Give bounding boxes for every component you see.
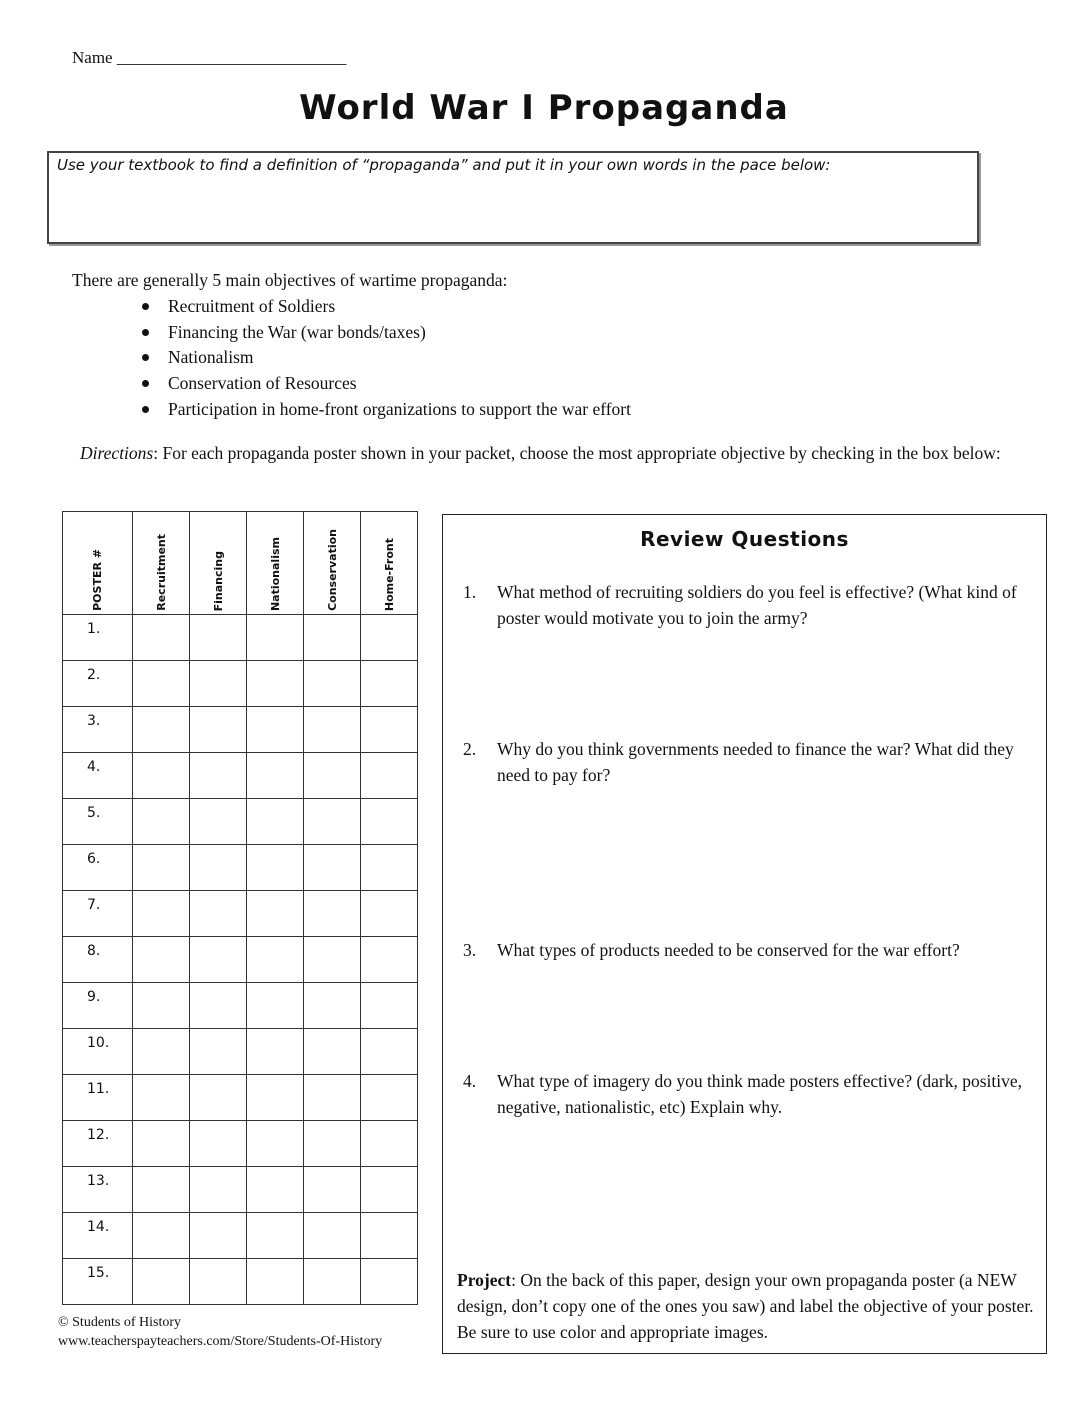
checkbox-cell-financing[interactable] <box>190 661 247 707</box>
checkbox-cell-conservation[interactable] <box>304 1167 361 1213</box>
table-row <box>63 983 418 1029</box>
header-home-front: Home-Front <box>361 512 418 615</box>
poster-number-cell: 13. <box>63 1167 133 1213</box>
question-2 <box>463 736 1023 788</box>
checkbox-cell-nationalism[interactable] <box>247 615 304 661</box>
checkbox-cell-conservation[interactable] <box>304 661 361 707</box>
checkbox-cell-home-front[interactable] <box>361 845 418 891</box>
poster-number-cell: 11. <box>63 1075 133 1121</box>
checkbox-cell-conservation[interactable] <box>304 1075 361 1121</box>
checkbox-cell-conservation[interactable] <box>304 1213 361 1259</box>
name-field-label[interactable]: Name ___________________________ <box>72 48 347 67</box>
checkbox-cell-financing[interactable] <box>190 1029 247 1075</box>
checkbox-cell-recruitment[interactable] <box>133 615 190 661</box>
checkbox-cell-recruitment[interactable] <box>133 891 190 937</box>
checkbox-cell-recruitment[interactable] <box>133 661 190 707</box>
poster-number-cell: 4. <box>63 753 133 799</box>
table-row <box>63 1167 418 1213</box>
checkbox-cell-conservation[interactable] <box>304 891 361 937</box>
checkbox-cell-nationalism[interactable] <box>247 891 304 937</box>
list-item: Recruitment of Soldiers <box>140 294 631 320</box>
checkbox-cell-recruitment[interactable] <box>133 1029 190 1075</box>
review-title: Review Questions <box>640 527 849 551</box>
project-text: : On the back of this paper, design your own propaganda poster (a NEW design, don’t copy one of the ones you saw) and label the objective of your poster. Be sure to use color and appropriate images. <box>457 1270 1034 1342</box>
question-text: What types of products needed to be conserved for the war effort? <box>497 940 960 960</box>
header-poster-number: POSTER # <box>63 512 133 615</box>
question-text: Why do you think governments needed to finance the war? What did they need to pay for? <box>497 739 1014 785</box>
checkbox-cell-home-front[interactable] <box>361 753 418 799</box>
checkbox-cell-recruitment[interactable] <box>133 1075 190 1121</box>
checkbox-cell-nationalism[interactable] <box>247 937 304 983</box>
checkbox-cell-recruitment[interactable] <box>133 1259 190 1305</box>
list-item: Conservation of Resources <box>140 371 631 397</box>
checkbox-cell-recruitment[interactable] <box>133 753 190 799</box>
store-url[interactable]: www.teacherspayteachers.com/Store/Students-Of-History <box>58 1334 383 1349</box>
checkbox-cell-recruitment[interactable] <box>133 845 190 891</box>
poster-number-cell: 9. <box>63 983 133 1029</box>
list-item: Financing the War (war bonds/taxes) <box>140 320 631 346</box>
checkbox-cell-nationalism[interactable] <box>247 1259 304 1305</box>
list-item: Participation in home-front organizations to support the war effort <box>140 397 631 423</box>
checkbox-cell-financing[interactable] <box>190 753 247 799</box>
checkbox-cell-home-front[interactable] <box>361 799 418 845</box>
checkbox-cell-financing[interactable] <box>190 983 247 1029</box>
directions-label: Directions <box>80 443 154 463</box>
table-row <box>63 937 418 983</box>
checkbox-cell-recruitment[interactable] <box>133 799 190 845</box>
checkbox-cell-financing[interactable] <box>190 615 247 661</box>
question-number: 2. <box>463 739 477 759</box>
poster-number-cell: 15. <box>63 1259 133 1305</box>
table-row <box>63 615 418 661</box>
question-number: 3. <box>463 940 477 960</box>
checkbox-cell-conservation[interactable] <box>304 753 361 799</box>
directions-text <box>80 442 1030 465</box>
project-label: Project <box>457 1270 512 1290</box>
definition-prompt: Use your textbook to find a definition of “propaganda” and put it in your own words in the pace below: <box>57 156 831 174</box>
checkbox-cell-home-front[interactable] <box>361 661 418 707</box>
poster-number-cell: 5. <box>63 799 133 845</box>
table-row <box>63 1213 418 1259</box>
objectives-list <box>140 294 631 422</box>
header-nationalism: Nationalism <box>247 512 304 615</box>
question-text: What type of imagery do you think made posters effective? (dark, positive, negative, nationalistic, etc) Explain why. <box>497 1071 1022 1117</box>
question-1 <box>463 579 1023 631</box>
question-text: What method of recruiting soldiers do you feel is effective? (What kind of poster would motivate you to join the army? <box>497 582 1017 628</box>
table-row <box>63 799 418 845</box>
objectives-intro: There are generally 5 main objectives of wartime propaganda: <box>72 270 508 290</box>
question-number: 4. <box>463 1071 477 1091</box>
question-number: 1. <box>463 582 477 602</box>
checkbox-cell-home-front[interactable] <box>361 1213 418 1259</box>
table-row <box>63 1259 418 1305</box>
checkbox-cell-conservation[interactable] <box>304 615 361 661</box>
checkbox-cell-financing[interactable] <box>190 1167 247 1213</box>
checkbox-cell-nationalism[interactable] <box>247 845 304 891</box>
checkbox-cell-nationalism[interactable] <box>247 1213 304 1259</box>
checkbox-cell-financing[interactable] <box>190 1121 247 1167</box>
checkbox-cell-recruitment[interactable] <box>133 983 190 1029</box>
poster-number-cell: 1. <box>63 615 133 661</box>
copyright-text: © Students of History <box>58 1315 182 1330</box>
checkbox-cell-conservation[interactable] <box>304 799 361 845</box>
header-recruitment: Recruitment <box>133 512 190 615</box>
page-title: World War I Propaganda <box>299 88 789 128</box>
footer-credits <box>58 1313 382 1351</box>
checkbox-cell-conservation[interactable] <box>304 1121 361 1167</box>
poster-number-cell: 2. <box>63 661 133 707</box>
definition-answer-box[interactable] <box>47 151 979 244</box>
poster-number-cell: 7. <box>63 891 133 937</box>
header-conservation: Conservation <box>304 512 361 615</box>
checkbox-cell-home-front[interactable] <box>361 1259 418 1305</box>
table-header-row <box>63 512 418 615</box>
checkbox-cell-conservation[interactable] <box>304 1029 361 1075</box>
checkbox-cell-financing[interactable] <box>190 799 247 845</box>
checkbox-cell-home-front[interactable] <box>361 707 418 753</box>
checkbox-cell-conservation[interactable] <box>304 845 361 891</box>
directions-body: : For each propaganda poster shown in your packet, choose the most appropriate objective by checking in the box below: <box>153 443 1001 463</box>
poster-number-cell: 12. <box>63 1121 133 1167</box>
checkbox-cell-recruitment[interactable] <box>133 1121 190 1167</box>
checkbox-cell-financing[interactable] <box>190 845 247 891</box>
checkbox-cell-home-front[interactable] <box>361 1075 418 1121</box>
checkbox-cell-nationalism[interactable] <box>247 1121 304 1167</box>
poster-objective-table <box>62 511 418 1305</box>
table-row <box>63 1121 418 1167</box>
poster-number-cell: 3. <box>63 707 133 753</box>
checkbox-cell-nationalism[interactable] <box>247 661 304 707</box>
checkbox-cell-nationalism[interactable] <box>247 1075 304 1121</box>
checkbox-cell-nationalism[interactable] <box>247 707 304 753</box>
checkbox-cell-financing[interactable] <box>190 891 247 937</box>
checkbox-cell-financing[interactable] <box>190 707 247 753</box>
checkbox-cell-recruitment[interactable] <box>133 937 190 983</box>
checkbox-cell-nationalism[interactable] <box>247 753 304 799</box>
table-row <box>63 1029 418 1075</box>
checkbox-cell-recruitment[interactable] <box>133 707 190 753</box>
checkbox-cell-financing[interactable] <box>190 1075 247 1121</box>
checkbox-cell-nationalism[interactable] <box>247 1029 304 1075</box>
checkbox-cell-home-front[interactable] <box>361 983 418 1029</box>
table-row <box>63 753 418 799</box>
checkbox-cell-conservation[interactable] <box>304 983 361 1029</box>
checkbox-cell-home-front[interactable] <box>361 1121 418 1167</box>
checkbox-cell-recruitment[interactable] <box>133 1213 190 1259</box>
table-row <box>63 891 418 937</box>
checkbox-cell-nationalism[interactable] <box>247 799 304 845</box>
checkbox-cell-home-front[interactable] <box>361 1029 418 1075</box>
checkbox-cell-home-front[interactable] <box>361 891 418 937</box>
review-questions-box <box>442 514 1047 1354</box>
checkbox-cell-home-front[interactable] <box>361 615 418 661</box>
checkbox-cell-nationalism[interactable] <box>247 1167 304 1213</box>
table-row <box>63 845 418 891</box>
table-row <box>63 1075 418 1121</box>
checkbox-cell-conservation[interactable] <box>304 707 361 753</box>
checkbox-cell-recruitment[interactable] <box>133 1167 190 1213</box>
project-instructions <box>457 1267 1037 1345</box>
table-row <box>63 661 418 707</box>
checkbox-cell-financing[interactable] <box>190 937 247 983</box>
poster-number-cell: 6. <box>63 845 133 891</box>
checkbox-cell-nationalism[interactable] <box>247 983 304 1029</box>
checkbox-cell-home-front[interactable] <box>361 1167 418 1213</box>
checkbox-cell-financing[interactable] <box>190 1259 247 1305</box>
poster-number-cell: 10. <box>63 1029 133 1075</box>
poster-number-cell: 8. <box>63 937 133 983</box>
checkbox-cell-home-front[interactable] <box>361 937 418 983</box>
poster-number-cell: 14. <box>63 1213 133 1259</box>
question-4 <box>463 1068 1023 1120</box>
header-financing: Financing <box>190 512 247 615</box>
checkbox-cell-financing[interactable] <box>190 1213 247 1259</box>
checkbox-cell-conservation[interactable] <box>304 937 361 983</box>
table-row <box>63 707 418 753</box>
checkbox-cell-conservation[interactable] <box>304 1259 361 1305</box>
list-item: Nationalism <box>140 345 631 371</box>
question-3 <box>463 937 1023 963</box>
